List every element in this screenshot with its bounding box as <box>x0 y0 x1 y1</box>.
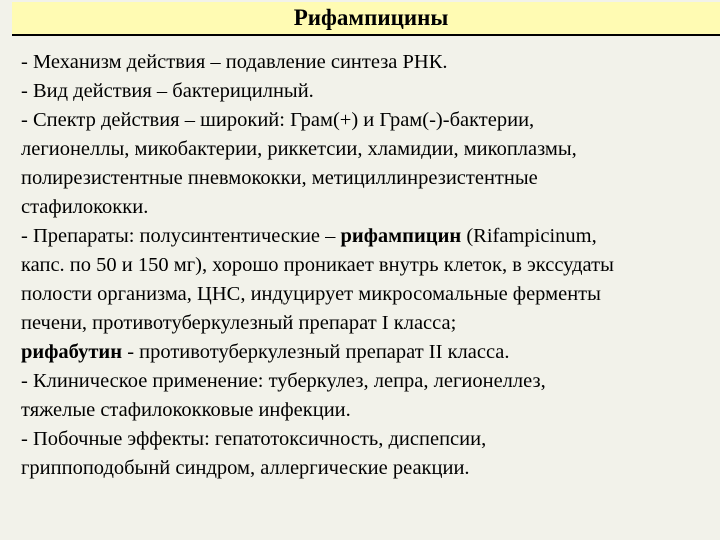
drug-name-rifampicin: рифампицин <box>340 225 462 247</box>
drugs-suffix: (Rifampicinum, <box>461 225 597 247</box>
text-line-mechanism: - Механизм действия – подавление синтеза РНК. <box>21 51 448 73</box>
text-line-clinical-use: - Клиническое применение: туберкулез, лепра, легионеллез, <box>21 370 546 392</box>
text-line-drugs-cont-1: капс. по 50 и 150 мг), хорошо проникает внутрь клеток, в экссудаты <box>21 254 614 276</box>
text-line-action-type: - Вид действия – бактерицилный. <box>21 80 314 102</box>
text-line-spectrum-cont-2: полирезистентные пневмококки, метициллинрезистентные <box>21 167 538 189</box>
rifabutin-suffix: - противотуберкулезный препарат II класса. <box>122 341 510 363</box>
drugs-prefix: - Препараты: полусинтентические – <box>21 225 341 247</box>
text-line-spectrum-cont-3: стафилококки. <box>21 196 149 218</box>
text-line-drugs <box>21 222 720 251</box>
title-bar <box>12 2 720 36</box>
text-line-rifabutin <box>21 338 720 367</box>
text-line-clinical-use-cont: тяжелые стафилококковые инфекции. <box>21 399 351 421</box>
text-line-side-effects: - Побочные эффекты: гепатотоксичность, диспепсии, <box>21 428 487 450</box>
text-line-drugs-cont-2: полости организма, ЦНС, индуцирует микросомальные ферменты <box>21 283 601 305</box>
text-line-side-effects-cont: гриппоподобынй синдром, аллергические реакции. <box>21 457 470 479</box>
drug-name-rifabutin: рифабутин <box>21 341 123 363</box>
text-line-spectrum-cont-1: легионеллы, микобактерии, риккетсии, хламидии, микоплазмы, <box>21 138 577 160</box>
text-line-drugs-cont-3: печени, противотуберкулезный препарат I класса; <box>21 312 457 334</box>
text-line-spectrum: - Спектр действия – широкий: Грам(+) и Грам(-)-бактерии, <box>21 109 535 131</box>
page-title: Рифампицины <box>293 5 449 30</box>
text-body <box>21 48 720 483</box>
